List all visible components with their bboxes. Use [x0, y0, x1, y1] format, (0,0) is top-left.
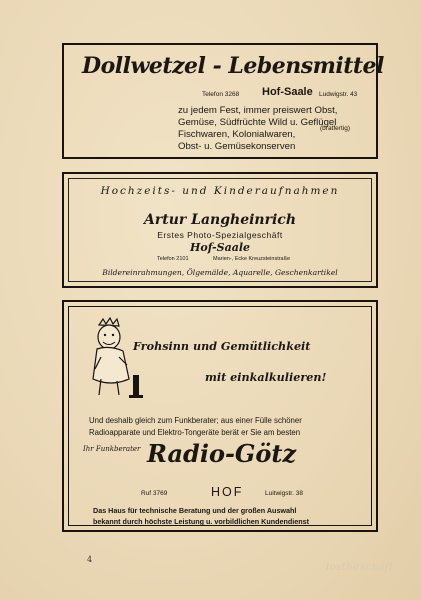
- radio-shop-ad-inner-frame: [68, 306, 372, 526]
- cartoon-figure-illustration-icon: [77, 317, 147, 407]
- photo-studio-ad-inner-frame: [68, 178, 372, 282]
- photo-studio-ad: [62, 172, 378, 288]
- radio-ad-tagline: Ihr Funkberater: [83, 445, 141, 453]
- photo-studio-ad-name: Artur Langheinrich: [144, 212, 296, 228]
- grocery-ad-text: [178, 105, 337, 153]
- radio-ad-body-line: Und deshalb gleich zum Funkberater; aus einer Fülle schöner: [89, 416, 302, 425]
- radio-ad-street: Luitwigstr. 38: [265, 490, 303, 497]
- radio-ad-body-line: Radioapparate und Elektro-Tongeräte berät er Sie am besten: [89, 428, 301, 437]
- grocery-ad-line: zu jedem Fest, immer preiswert Obst,: [178, 105, 338, 116]
- grocery-ad-note: (bratfertig): [320, 125, 350, 132]
- grocery-ad: [62, 43, 384, 159]
- photo-studio-ad-footer: Bildereinrahmungen, Ölgemälde, Aquarelle, Geschenkartikel: [102, 268, 338, 277]
- radio-shop-ad: [62, 300, 378, 532]
- radio-ad-phone: Ruf 3769: [141, 490, 168, 497]
- photo-studio-ad-address: Marien-, Ecke Kreuzsteinstraße: [213, 256, 291, 262]
- grocery-ad-line: Gemüse, Südfrüchte Wild u. Geflügel: [178, 117, 337, 128]
- grocery-ad-line: Fischwaren, Kolonialwaren,: [178, 129, 296, 140]
- radio-ad-footer-line: Das Haus für technische Beratung und der großen Auswahl: [93, 506, 297, 515]
- page-number: 4: [87, 555, 93, 564]
- radio-ad-footer: [93, 505, 309, 527]
- grocery-ad-city: Hof-Saale: [262, 86, 313, 98]
- photo-studio-ad-phone: Telefon 2101: [157, 256, 189, 262]
- radio-ad-slogan-line-1: Frohsinn und Gemütlichkeit: [133, 339, 311, 353]
- grocery-ad-line: Obst- u. Gemüsekonserven: [178, 141, 296, 152]
- photo-studio-ad-subtitle: Erstes Photo-Spezialgeschäft: [157, 230, 283, 240]
- radio-ad-brand: Radio-Götz: [147, 439, 297, 468]
- grocery-ad-phone: Telefon 3268: [202, 91, 240, 98]
- radio-ad-footer-line: bekannt durch höchste Leistung u. vorbildlichen Kundendienst: [93, 517, 310, 526]
- photo-studio-ad-city: Hof-Saale: [189, 241, 250, 254]
- grocery-ad-street: Ludwigstr. 43: [319, 91, 358, 98]
- radio-ad-slogan-line-2: mit einkalkulieren!: [205, 370, 327, 384]
- photo-studio-ad-heading: Hochzeits- und Kinderaufnahmen: [100, 185, 340, 197]
- radio-ad-city: HOF: [211, 485, 244, 499]
- watermark-text: lostheschaft: [326, 562, 394, 573]
- grocery-ad-title: Dollwetzel - Lebensmittel: [82, 53, 384, 79]
- radio-ad-body: [89, 415, 302, 439]
